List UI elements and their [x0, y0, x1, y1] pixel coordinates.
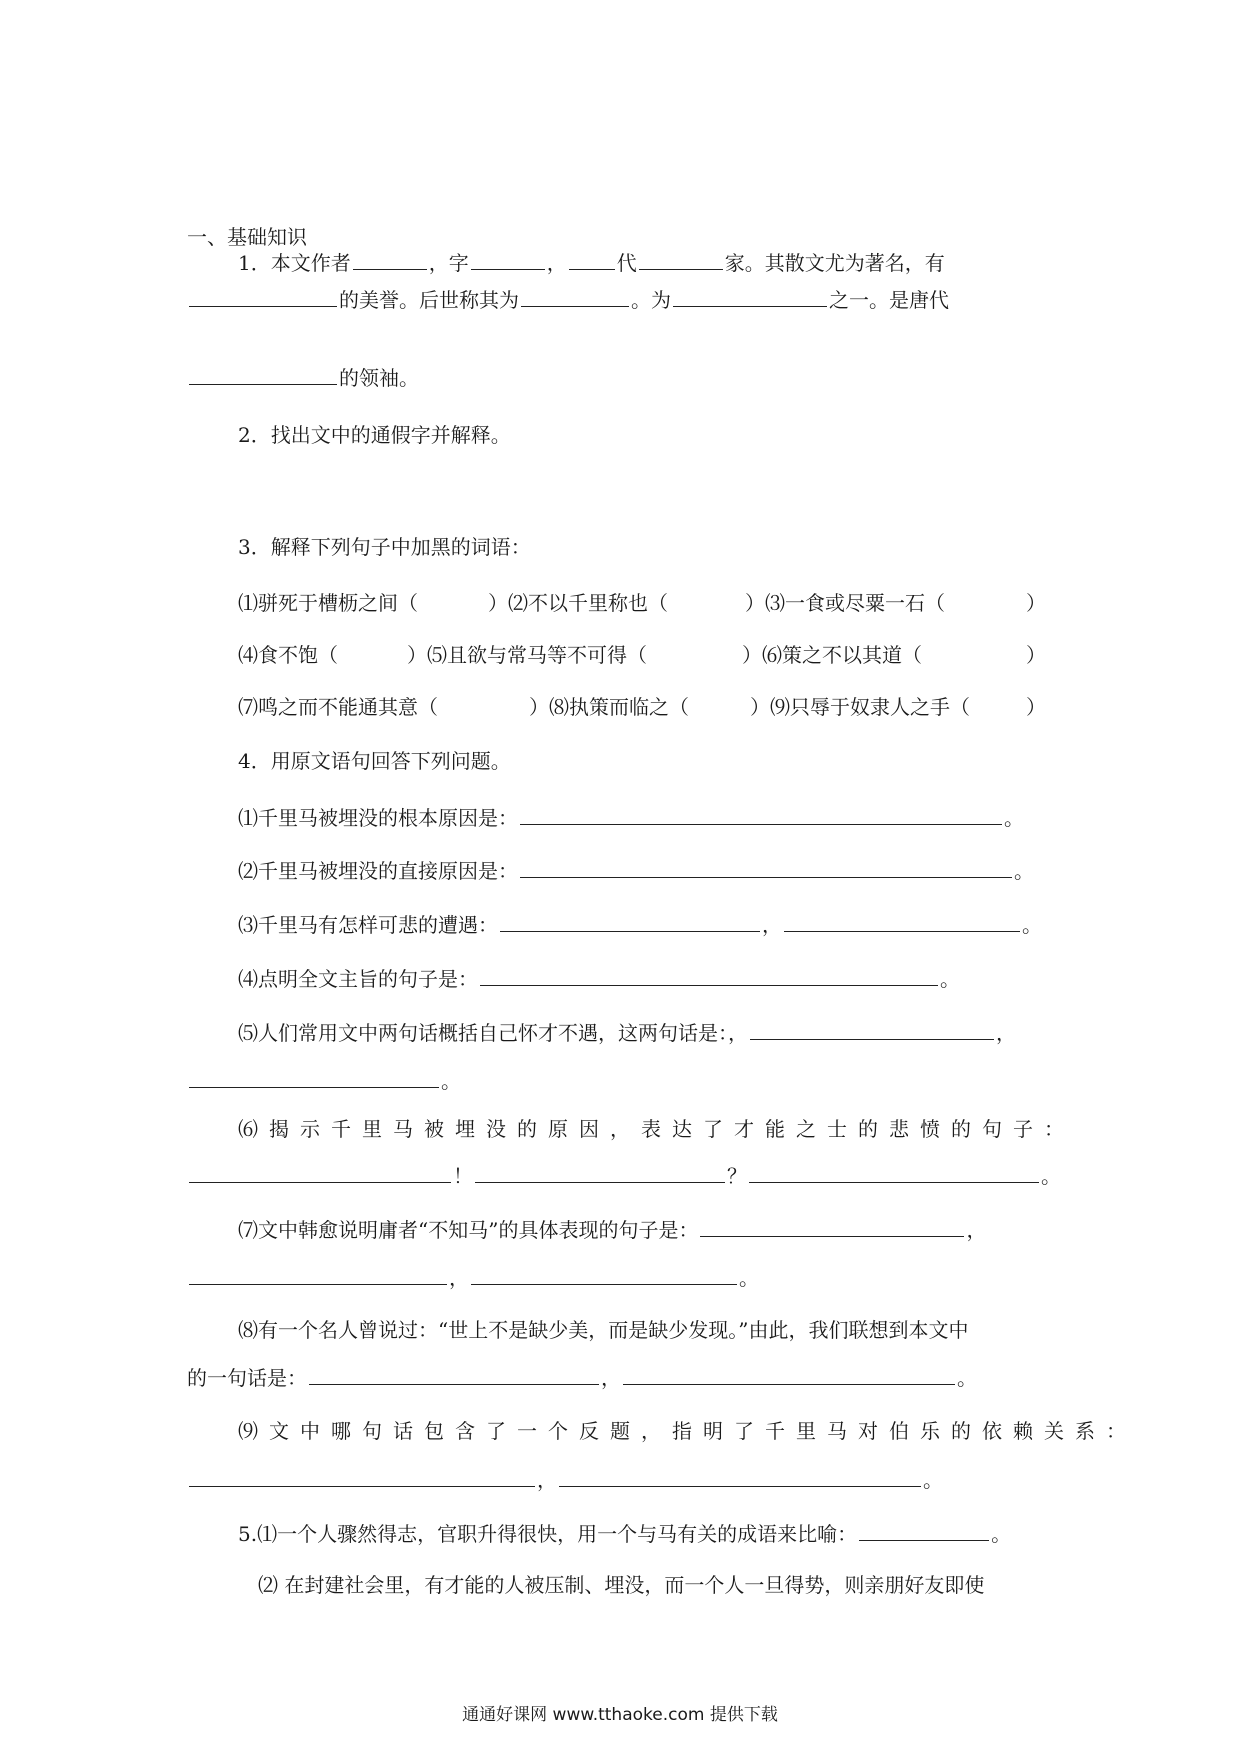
q4-s1-label: ⑴千里马被埋没的根本原因是：	[238, 806, 518, 830]
q4-s5-label: ⑸人们常用文中两句话概括自己怀才不遇，这两句话是：，	[238, 1021, 748, 1045]
q4-s2-blank[interactable]	[520, 855, 1012, 878]
period: 。	[1022, 913, 1042, 937]
q5-s1-label: 5.⑴一个人骤然得志，官职升得很快，用一个与马有关的成语来比喻：	[238, 1522, 858, 1546]
q3-item: ）	[1026, 695, 1046, 719]
q3-item: ）⑵不以千里称也（	[488, 591, 668, 615]
q4-s2	[238, 855, 1034, 886]
q1-line2	[187, 284, 949, 315]
q3-item: ⑺鸣之而不能通其意（	[238, 695, 438, 719]
q1-line3	[187, 362, 419, 393]
q3-item: ）⑹策之不以其道（	[742, 643, 922, 667]
q1-text: 的领袖。	[339, 366, 419, 390]
q4-s5-blank-b[interactable]	[189, 1065, 439, 1088]
period: 。	[441, 1069, 461, 1093]
q4-s8-blank-a[interactable]	[309, 1362, 599, 1385]
q3-item: ）⑻执策而临之（	[529, 695, 689, 719]
q1-text: 家。其散文尤为著名，有	[724, 251, 945, 275]
q3-row2	[238, 640, 1046, 670]
page-footer: 通通好课网 www.tthaoke.com 提供下载	[462, 1705, 778, 1725]
q4-s4	[238, 963, 960, 994]
q4-s6-cont	[187, 1160, 1061, 1191]
q4-s9	[238, 1416, 1137, 1446]
blank-zi[interactable]	[471, 247, 545, 270]
q1-text: ，	[546, 251, 567, 275]
blank-title[interactable]	[521, 284, 629, 307]
period: 。	[739, 1266, 759, 1290]
q4-s6-blank-a[interactable]	[189, 1160, 451, 1183]
q4-s6-label: ⑹揭示千里马被埋没的原因，表达了才能之士的悲愤的句子：	[238, 1117, 1075, 1141]
q3-item: ）	[1026, 591, 1046, 615]
period: 。	[1041, 1164, 1061, 1188]
q4-s8-label: ⑻有一个名人曾说过：“世上不是缺少美，而是缺少发现。”由此，我们联想到本文中	[238, 1318, 969, 1342]
q4-s3-label: ⑶千里马有怎样可悲的遭遇：	[238, 913, 498, 937]
blank-jia[interactable]	[639, 247, 723, 270]
comma: ，	[966, 1218, 987, 1242]
q4-s5-cont	[187, 1065, 461, 1096]
q2-text: 2．找出文中的通假字并解释。	[238, 423, 511, 447]
period: 。	[940, 967, 960, 991]
blank-group[interactable]	[673, 284, 827, 307]
q1-text: 。为	[631, 288, 671, 312]
q4-s4-blank[interactable]	[480, 963, 938, 986]
q4-s7-blank-b[interactable]	[189, 1262, 447, 1285]
q3-item: ）⑼只辱于奴隶人之手（	[750, 695, 970, 719]
q4-s1	[238, 802, 1024, 833]
comma: ，	[601, 1366, 621, 1390]
q4-s3	[238, 909, 1042, 940]
comma: ，	[762, 913, 782, 937]
q4-s3-blank-a[interactable]	[500, 909, 760, 932]
q1-text: 1．本文作者	[238, 251, 351, 275]
q4-s7	[238, 1214, 986, 1245]
period: 。	[957, 1366, 977, 1390]
q4-s5-blank-a[interactable]	[750, 1017, 994, 1040]
blank-movement[interactable]	[189, 362, 337, 385]
comma: ，	[537, 1468, 557, 1492]
q4-s7-cont	[187, 1262, 759, 1293]
blank-author[interactable]	[353, 247, 427, 270]
q3-row3	[238, 692, 1046, 722]
period: 。	[1004, 806, 1024, 830]
q4-s3-blank-b[interactable]	[784, 909, 1020, 932]
q4-s5	[238, 1017, 1016, 1048]
q3-item: ）⑶一食或尽粟一石（	[745, 591, 945, 615]
question-mark: ？	[727, 1164, 747, 1188]
q5-s1-blank[interactable]	[859, 1518, 989, 1541]
exclamation: ！	[453, 1164, 473, 1188]
comma: ，	[449, 1266, 469, 1290]
q4-s9-blank-a[interactable]	[189, 1464, 535, 1487]
q4-s8	[238, 1315, 968, 1345]
q4-s6-blank-c[interactable]	[749, 1160, 1039, 1183]
blank-dynasty[interactable]	[569, 247, 615, 270]
q4-s6	[238, 1114, 1075, 1144]
q4-s7-label: ⑺文中韩愈说明庸者“不知马”的具体表现的句子是：	[238, 1218, 699, 1242]
q4-s7-blank-a[interactable]	[700, 1214, 964, 1237]
q4-s8-cont	[187, 1362, 977, 1393]
q5-s1	[238, 1518, 1011, 1549]
blank-reputation[interactable]	[189, 284, 337, 307]
q1-text: 之一。是唐代	[829, 288, 949, 312]
q4-s1-blank[interactable]	[520, 802, 1002, 825]
q3-item: ）⑸且欲与常马等不可得（	[407, 643, 647, 667]
period: 。	[991, 1522, 1012, 1546]
period: 。	[1014, 859, 1034, 883]
q1-text: 代	[616, 251, 637, 275]
q3-item: ⑴骈死于槽枥之间（	[238, 591, 418, 615]
q4-s7-blank-c[interactable]	[471, 1262, 737, 1285]
q3-row1	[238, 588, 1046, 618]
period: 。	[923, 1468, 943, 1492]
q5-s2: ⑵ 在封建社会里，有才能的人被压制、埋没，而一个人一旦得势，则亲朋好友即使	[258, 1573, 985, 1597]
q4-s9-label: ⑼文中哪句话包含了一个反题，指明了千里马对伯乐的依赖关系：	[238, 1419, 1137, 1443]
q4-s9-cont	[187, 1464, 943, 1495]
q1-line1	[238, 247, 945, 278]
q4-s6-blank-b[interactable]	[475, 1160, 725, 1183]
q4-s4-label: ⑷点明全文主旨的句子是：	[238, 967, 478, 991]
q4-s9-blank-b[interactable]	[559, 1464, 921, 1487]
q3-item: ）	[1026, 643, 1046, 667]
comma: ，	[996, 1021, 1016, 1045]
q4-s8-blank-b[interactable]	[623, 1362, 955, 1385]
q3-item: ⑷食不饱（	[238, 643, 338, 667]
q1-text: 的美誉。后世称其为	[339, 288, 519, 312]
section-title: 一、基础知识	[187, 225, 307, 249]
q4-title: 4．用原文语句回答下列问题。	[238, 749, 511, 773]
q1-text: ，字	[428, 251, 469, 275]
q4-s2-label: ⑵千里马被埋没的直接原因是：	[238, 859, 518, 883]
q3-title: 3．解释下列句子中加黑的词语：	[238, 535, 531, 559]
q4-s8-label-b: 的一句话是：	[187, 1366, 307, 1390]
